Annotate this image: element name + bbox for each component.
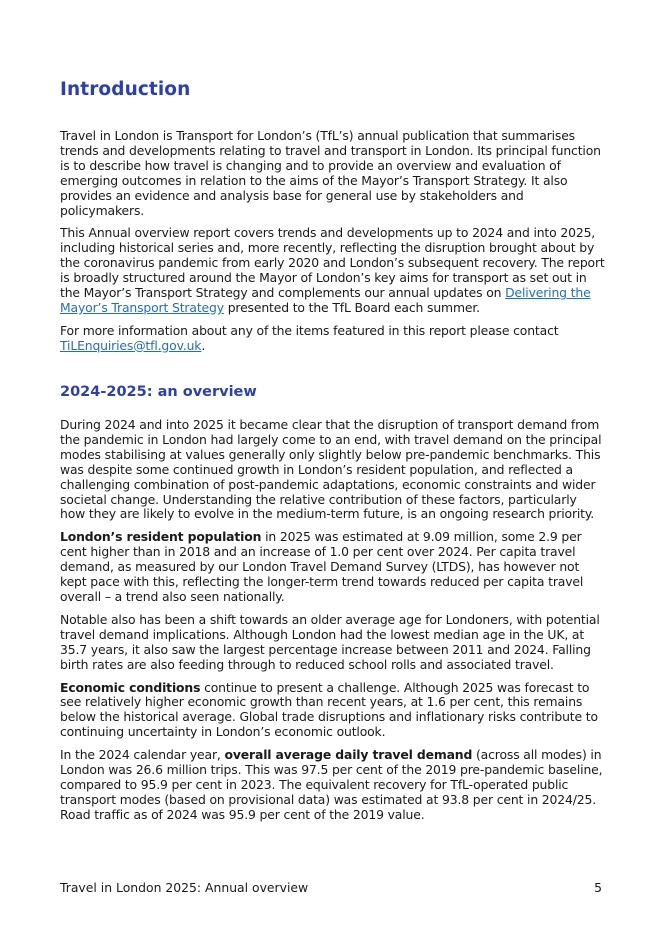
intro-paragraph-3-text: For more information about any of the items featured in this report please contact bbox=[60, 322, 559, 338]
overview-paragraph-2 bbox=[60, 530, 605, 605]
overview-paragraph-4 bbox=[60, 681, 605, 741]
intro-paragraph-2-text: This Annual overview report covers trends and developments up to 2024 and into 2025, including historical series and, more recently, reflecting the disruption brought about by the coronavirus pandemic from early 2020 and London’s subsequent recovery. The report is broadly structured around the Mayor of London’s key aims for transport as set out in the Mayor’s Transport Strategy and complements our annual updates on bbox=[60, 225, 605, 301]
overview-paragraph-2-text: in 2025 was estimated at 9.09 million, some 2.9 per cent higher than in 2018 and an increase of 1.0 per cent over 2024. Per capita travel demand, as measured by our London Travel Demand Survey (LTDS), has however not kept pace with this, reflecting the longer-term trend towards reduced per capita travel overall – a trend also seen nationally. bbox=[60, 529, 584, 604]
footer-title: Travel in London 2025: Annual overview bbox=[60, 880, 309, 895]
introduction-body bbox=[60, 129, 605, 362]
intro-paragraph-3-end: . bbox=[201, 337, 206, 353]
intro-paragraph-2-end: presented to the TfL Board each summer. bbox=[223, 299, 480, 315]
travel-demand-bold: overall average daily travel demand bbox=[224, 747, 473, 763]
delivering-mts-link[interactable]: Delivering the Mayor’s Transport Strategy bbox=[60, 285, 591, 315]
overview-paragraph-3: Notable also has been a shift towards an older average age for Londoners, with potential travel demand implications. Although London had the lowest median age in the UK, at 35.7 years, it also saw the largest percentage increase between 2011 and 2024. Falling birth rates are also feeding through to reduced school rolls and associated travel. bbox=[60, 611, 600, 672]
overview-body bbox=[60, 418, 605, 831]
overview-paragraph-1: During 2024 and into 2025 it became clear that the disruption of transport demand from the pandemic in London had largely come to an end, with travel demand on the principal modes stabilising at values generally only slightly below pre-pandemic benchmarks. This was despite some continued growth in London’s resident population, and reflected a challenging combination of post-pandemic adaptations, economic constraints and wider societal change. Understanding the relative contribution of these factors, particularly how they are likely to evolve in the medium-term future, is an ongoing research priority. bbox=[60, 417, 602, 522]
email-link[interactable]: TiLEnquiries@tfl.gov.uk bbox=[60, 337, 202, 353]
economic-bold: Economic conditions bbox=[60, 679, 201, 695]
intro-paragraph-2 bbox=[60, 226, 605, 315]
overview-paragraph-5-text: (across all modes) in London was 26.6 million trips. This was 97.5 per cent of the 2019 pre-pandemic baseline, compared to 95.9 per cent in 2023. The equivalent recovery for TfL-operated public transport modes (based on provisional data) was estimated at 93.8 per cent in 2024/25. Road traffic as of 2024 was 95.9 per cent of the 2019 value. bbox=[60, 747, 603, 822]
overview-paragraph-5 bbox=[60, 748, 605, 823]
overview-paragraph-4-text: continue to present a challenge. Although 2025 was forecast to see relatively higher economic growth than recent years, at 1.6 per cent, this remains below the historical average. Global trade disruptions and inflationary risks contribute to continuing uncertainty in London’s economic outlook. bbox=[60, 679, 598, 740]
section-heading-introduction: Introduction bbox=[60, 79, 191, 100]
population-bold: London’s resident population bbox=[60, 529, 262, 545]
section-heading-overview: 2024-2025: an overview bbox=[60, 384, 257, 400]
intro-paragraph-3 bbox=[60, 324, 605, 354]
intro-paragraph-1: Travel in London is Transport for London’s (TfL’s) annual publication that summarises trends and developments relating to travel and transport in London. Its principal function is to describe how travel is changing and to provide an overview and evaluation of emerging outcomes in relation to the aims of the Mayor’s Transport Strategy. It also provides an evidence and analysis base for general use by stakeholders and policymakers. bbox=[60, 128, 601, 218]
page-number: 5 bbox=[594, 880, 602, 895]
overview-paragraph-5-start: In the 2024 calendar year, bbox=[60, 747, 225, 763]
